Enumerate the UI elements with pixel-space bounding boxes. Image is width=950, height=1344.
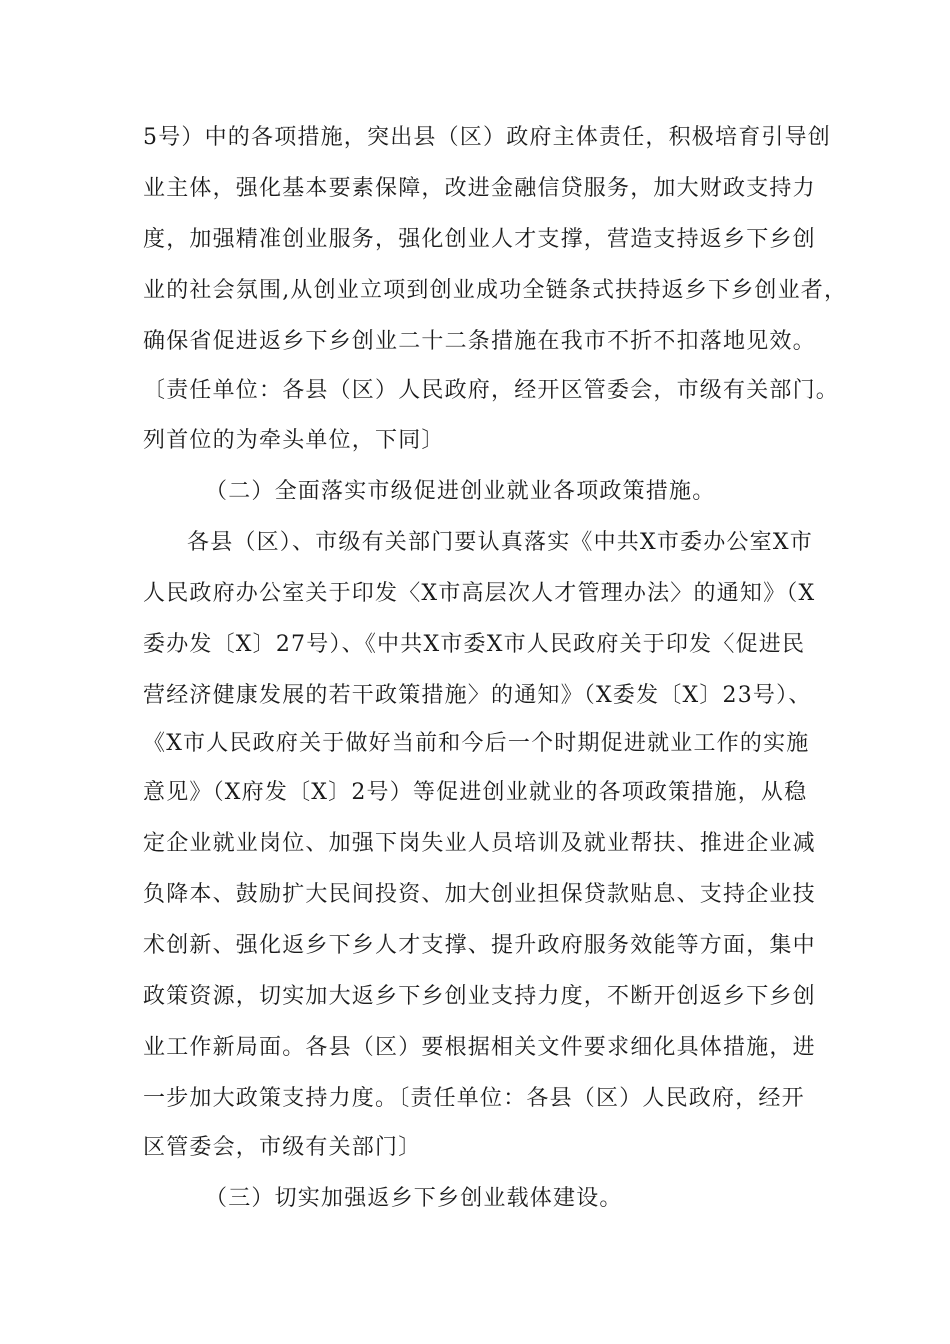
paragraph-line: 5号）中的各项措施，突出县（区）政府主体责任，积极培育引导创 [143,125,831,150]
paragraph-line: 确保省促进返乡下乡创业二十二条措施在我市不折不扣落地见效。 [143,329,816,354]
paragraph-line: 业工作新局面。各县（区）要根据相关文件要求细化具体措施，进 [143,1035,816,1060]
responsibility-note: 〔责任单位：各县（区）人民政府，经开区管委会，市级有关部门。 [143,378,840,403]
paragraph-line: 各县（区）、市级有关部门要认真落实《中共X市委办公室X市 [187,530,813,555]
paragraph-line: 业的社会氛围,从创业立项到创业成功全链条式扶持返乡下乡创业者， [143,278,848,303]
paragraph-line: 业主体，强化基本要素保障，改进金融信贷服务，加大财政支持力 [143,176,816,201]
section-heading: （二）全面落实市级促进创业就业各项政策措施。 [205,479,716,504]
paragraph-line: 定企业就业岗位、加强下岗失业人员培训及就业帮扶、推进企业减 [143,831,816,856]
paragraph-line: 营经济健康发展的若干政策措施〉的通知》（X委发〔X〕23号）、 [143,683,812,708]
responsibility-note: 列首位的为牵头单位，下同〕 [143,428,445,453]
paragraph-line: 委办发〔X〕27号）、《中共X市委X市人民政府关于印发〈促进民 [143,632,806,657]
paragraph-line: 度，加强精准创业服务，强化创业人才支撑，营造支持返乡下乡创 [143,227,816,252]
paragraph-line: 区管委会，市级有关部门〕 [143,1135,422,1160]
paragraph-line: 政策资源，切实加大返乡下乡创业支持力度，不断开创返乡下乡创 [143,984,816,1009]
section-heading: （三）切实加强返乡下乡创业载体建设。 [205,1186,623,1211]
paragraph-line: 术创新、强化返乡下乡人才支撑、提升政府服务效能等方面，集中 [143,933,816,958]
paragraph-line: 负降本、鼓励扩大民间投资、加大创业担保贷款贴息、支持企业技 [143,882,816,907]
paragraph-line: 人民政府办公室关于印发〈X市高层次人才管理办法〉的通知》（X [143,581,816,606]
paragraph-line: 《X市人民政府关于做好当前和今后一个时期促进就业工作的实施 [143,731,810,756]
paragraph-line: 意见》（X府发〔X〕2号）等促进创业就业的各项政策措施，从稳 [143,780,808,805]
paragraph-line: 一步加大政策支持力度。〔责任单位：各县（区）人民政府，经开 [143,1086,805,1111]
